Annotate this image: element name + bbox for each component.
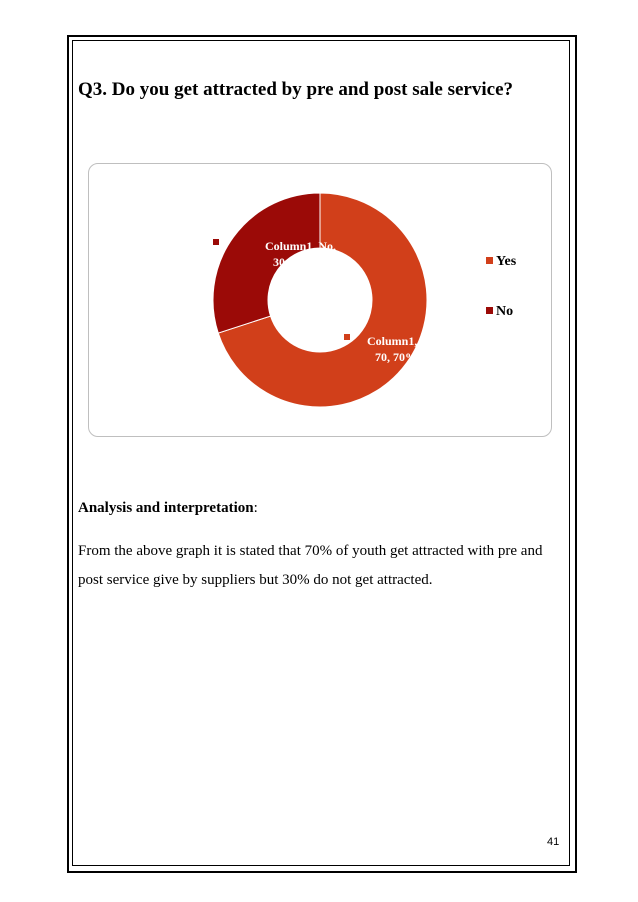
analysis-paragraph: From the above graph it is stated that 70% of youth get attracted with pre and post service give by suppliers but 30% do not get attracted. [78, 543, 543, 588]
data-label-yes-line-2: 70, 70% [375, 350, 417, 364]
legend-swatch-yes [486, 257, 493, 264]
data-label-no-line-1: Column1, No, [265, 239, 337, 253]
analysis-heading-line [78, 500, 258, 517]
legend-swatch-no [486, 307, 493, 314]
legend-label-no: No [496, 304, 514, 319]
analysis-heading: Analysis and interpretation [78, 500, 254, 516]
page-number: 41 [547, 836, 560, 848]
analysis-colon: : [253, 500, 258, 516]
question-heading: Q3. Do you get attracted by pre and post sale service? [78, 79, 514, 100]
data-label-marker-no [213, 239, 219, 245]
donut-chart [89, 164, 551, 436]
data-label-no-line-2: 30, 30% [273, 255, 315, 269]
data-label-yes-line-1: Column1, Yes, [367, 334, 441, 348]
chart-container [88, 163, 552, 437]
legend-label-yes: Yes [496, 254, 517, 269]
data-label-marker-yes [344, 334, 350, 340]
